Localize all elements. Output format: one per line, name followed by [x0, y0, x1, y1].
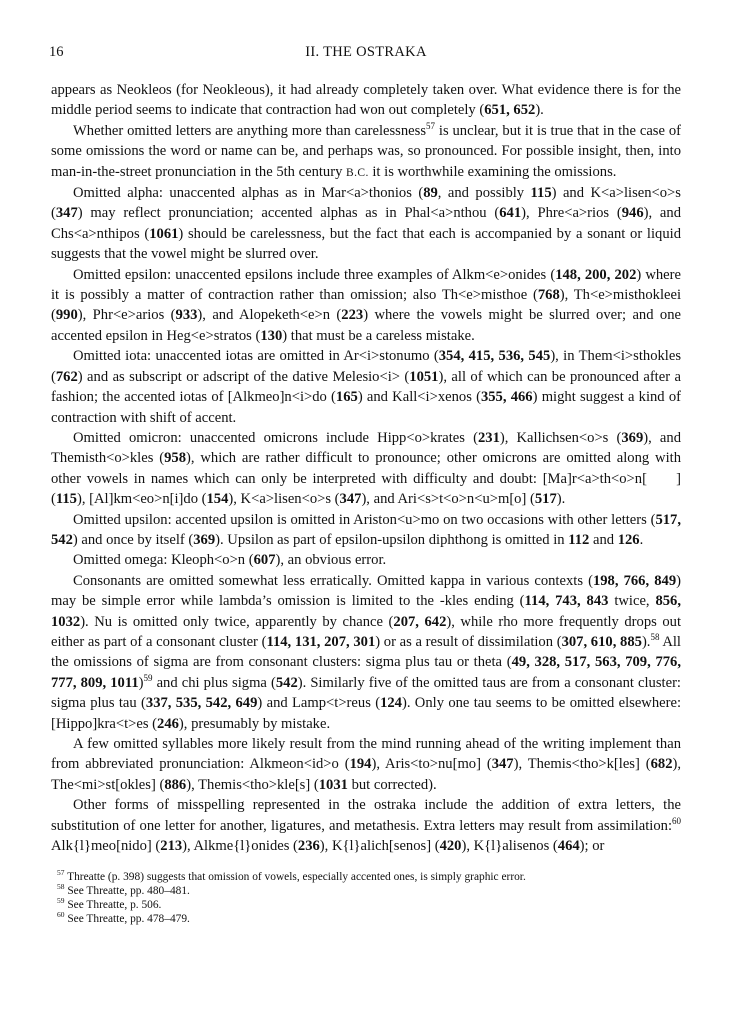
catalogue-number: 990 — [55, 307, 78, 324]
text-run: ). — [641, 633, 651, 650]
text-run: ) and K<a>lisen<o>s ( — [51, 185, 681, 222]
catalogue-number: 1061 — [149, 225, 179, 242]
text-run: Omitted alpha: unaccented alphas as in Mar<a>thonios ( — [73, 185, 424, 202]
text-run: Whether omitted letters are anything more than carelessness — [73, 122, 426, 139]
text-run: ) — [138, 674, 144, 691]
text-run: ) and once by itself ( — [72, 531, 194, 548]
small-caps-text: B.C. — [346, 166, 369, 179]
catalogue-number: 641 — [499, 205, 522, 222]
catalogue-number: 337, 535, 542, 649 — [145, 695, 258, 712]
catalogue-number: 856, 1032 — [51, 593, 681, 630]
catalogue-number: 762 — [55, 368, 78, 385]
catalogue-number: 607 — [253, 552, 276, 569]
text-run: ) may be simple error while lambda’s omission is limited to the -kles ending ( — [51, 572, 681, 610]
text-run: ) or as a result of dissimilation ( — [375, 633, 562, 650]
text-run: All the omissions of sigma are from consonant clusters: sigma plus tau or theta ( — [51, 633, 681, 671]
text-run: ), Aris<to>nu[mo] ( — [371, 756, 492, 773]
text-run: Consonants are omitted somewhat less erratically. Omitted kappa in various contexts ( — [73, 572, 593, 589]
catalogue-number: 114, 743, 843 — [524, 593, 609, 610]
text-run: ) where it is possibly a matter of contraction rather than omission; also Th<e>misthoe ( — [51, 266, 681, 304]
text-run: ), which are rather difficult to pronounce; other omicrons are omitted along with other vowels in names which can only be interpreted with difficulty and doubt: [Ma]r<a>th<o>n[ ] ( — [51, 450, 681, 508]
catalogue-number: 946 — [621, 205, 644, 222]
text-run: ), Phr<e>arios ( — [77, 307, 176, 324]
footnote-ref: 60 — [672, 815, 681, 826]
catalogue-number: 126 — [617, 531, 640, 548]
footnote-ref: 59 — [143, 672, 153, 683]
catalogue-number: 420 — [439, 838, 462, 855]
catalogue-number: 194 — [349, 756, 372, 773]
catalogue-number: 112 — [568, 531, 590, 548]
text-run: ), K<a>lisen<o>s ( — [228, 491, 340, 508]
footnote-text: See Threatte, pp. 478–479. — [64, 913, 190, 926]
catalogue-number: 768 — [537, 287, 560, 304]
catalogue-number: 517, 542 — [51, 511, 681, 548]
text-run: Alk{l}meo[nido] ( — [51, 838, 161, 855]
text-run: ). Nu is omitted only twice, apparently by chance ( — [80, 613, 394, 630]
text-run: it is worthwhile examining the omissions. — [368, 163, 617, 180]
paragraph — [51, 550, 681, 570]
catalogue-number: 198, 766, 849 — [592, 572, 677, 589]
catalogue-number: 347 — [491, 756, 514, 773]
catalogue-number: 115 — [55, 491, 77, 508]
paragraph — [51, 265, 681, 347]
text-run: ), all of which can be pronounced after a fashion; the accented iotas of [Alkmeo]n<i>do ( — [51, 368, 681, 406]
catalogue-number: 1051 — [409, 368, 439, 385]
footnotes — [51, 870, 681, 926]
text-run: ), Themis<tho>kle[s] ( — [186, 776, 319, 793]
footnote-text: Threatte (p. 398) suggests that omission of vowels, especially accented ones, is simply graphic error. — [64, 871, 526, 884]
catalogue-number: 236 — [297, 838, 320, 855]
text-run: ), and Themisth<o>kles ( — [51, 429, 681, 467]
catalogue-number: 148, 200, 202 — [555, 266, 637, 283]
footnote-ref: 57 — [426, 120, 435, 131]
text-run: ), K{l}alich[senos] ( — [319, 838, 440, 855]
catalogue-number: 207, 642 — [393, 613, 447, 630]
text-run: appears as Neokleos (for Neokleous), it had already completely taken over. What evidence there is for the middle period seems to indicate that contraction had won out completely ( — [51, 82, 681, 119]
catalogue-number: 1031 — [318, 776, 348, 793]
catalogue-number: 307, 610, 885 — [561, 633, 642, 650]
catalogue-number: 369 — [193, 531, 216, 548]
text-run: Omitted upsilon: accented upsilon is omitted in Ariston<u>mo on two occasions with other letters ( — [73, 511, 656, 528]
text-run: Omitted iota: unaccented iotas are omitted in Ar<i>stonumo ( — [73, 348, 439, 365]
text-run: ) and Kall<i>xenos ( — [357, 389, 481, 406]
catalogue-number: 369 — [621, 429, 644, 446]
text-run: Omitted omega: Kleoph<o>n ( — [73, 552, 254, 569]
catalogue-number: 89 — [423, 185, 438, 202]
text-run: is unclear, but it is true that in the case of some omissions the word or name can be, and perhaps was, so pronounced. For possible insight, then, into man-in-the-street pronunciation in the 5th century — [51, 122, 681, 180]
text-run: ), presumably by mistake. — [178, 715, 331, 732]
paragraph — [51, 795, 681, 856]
paragraph — [51, 571, 681, 734]
text-run: ). Upsilon as part of epsilon-upsilon diphthong is omitted in — [215, 531, 569, 548]
footnote-number: 60 — [57, 910, 65, 920]
text-run: ) and Lamp<t>reus ( — [257, 695, 381, 712]
text-run: Other forms of misspelling represented in the ostraka include the addition of extra letters, the substitution of one letter for another, ligatures, and metathesis. Extra letters may result from assimilation: — [51, 797, 681, 834]
catalogue-number: 958 — [164, 450, 186, 467]
catalogue-number: 49, 328, 517, 563, 709, 776, 777, 809, 1011 — [51, 654, 681, 691]
catalogue-number: 115 — [530, 185, 552, 202]
text-run: Omitted epsilon: unaccented epsilons include three examples of Alkm<e>onides ( — [73, 266, 556, 283]
catalogue-number: 114, 131, 207, 301 — [266, 633, 376, 650]
text-run: ). Only one tau seems to be omitted elsewhere: [Hippo]kra<t>es ( — [51, 695, 682, 732]
text-run: ), an obvious error. — [275, 552, 387, 569]
paragraph — [51, 183, 681, 265]
text-run: ), Phre<a>rios ( — [521, 205, 622, 222]
footnote-text: See Threatte, p. 506. — [64, 899, 162, 912]
catalogue-number: 886 — [164, 776, 187, 793]
text-run: and — [589, 531, 618, 548]
text-run: ) might suggest a kind of contraction with shift of accent. — [51, 389, 681, 426]
text-run: ) should be carelessness, but the fact that each is accompanied by a sonant or liquid suggests that the vowel might be slurred over. — [51, 225, 681, 263]
paragraph — [51, 346, 681, 428]
paragraph — [51, 121, 681, 183]
text-run: but corrected). — [347, 776, 437, 793]
text-run: . — [639, 531, 644, 548]
text-run: ) where the vowels might be slurred over; and one accented epsilon in Heg<e>stratos ( — [51, 307, 681, 344]
text-run: ) may reflect pronunciation; accented alphas as in Phal<a>nthou ( — [77, 205, 500, 222]
footnote — [51, 898, 681, 912]
footnote-text: See Threatte, pp. 480–481. — [64, 885, 190, 898]
text-run: ), Th<e>misthokleei ( — [51, 287, 682, 324]
catalogue-number: 223 — [341, 307, 364, 324]
text-run: ) that must be a careless mistake. — [282, 327, 475, 344]
catalogue-number: 130 — [260, 327, 283, 344]
catalogue-number: 246 — [157, 715, 179, 732]
text-run: , and possibly — [437, 185, 531, 202]
catalogue-number: 933 — [175, 307, 198, 324]
catalogue-number: 347 — [339, 491, 362, 508]
text-run: ), The<mi>st[okles] ( — [51, 756, 681, 793]
catalogue-number: 464 — [557, 838, 580, 855]
catalogue-number: 213 — [160, 838, 183, 855]
footnote-number: 58 — [57, 882, 65, 892]
text-run: ), [Al]km<eo>n[i]do ( — [76, 491, 207, 508]
catalogue-number: 355, 466 — [480, 389, 533, 406]
text-run: ), and Chs<a>nthipos ( — [51, 205, 682, 242]
text-run: ), and Alopeketh<e>n ( — [197, 307, 342, 324]
text-run: Omitted omicron: unaccented omicrons include Hipp<o>krates ( — [73, 429, 478, 446]
paragraph — [51, 510, 681, 551]
text-run: ), Alkme{l}onides ( — [182, 838, 298, 855]
document-page — [51, 44, 681, 926]
text-run: ), Kallichsen<o>s ( — [499, 429, 622, 446]
footnote-ref: 58 — [650, 632, 660, 643]
text-run: ), while rho more frequently drops out either as part of a consonant cluster ( — [51, 613, 681, 650]
body-text — [51, 80, 681, 856]
footnote — [51, 884, 681, 898]
page-header — [51, 44, 681, 66]
text-run: A few omitted syllables more likely result from the mind running ahead of the writing implement than from abbreviated pronunciation: Alkmeon<id>o ( — [51, 736, 681, 773]
running-head: II. THE OSTRAKA — [305, 44, 427, 60]
footnote — [51, 912, 681, 926]
text-run: ). — [556, 491, 566, 508]
paragraph — [51, 80, 681, 121]
text-run: ). — [535, 102, 544, 119]
text-run: ) and as subscript or adscript of the dative Melesio<i> ( — [77, 368, 410, 385]
footnote-number: 59 — [57, 896, 65, 906]
text-run: ), in Them<i>sthokles ( — [51, 348, 681, 385]
page-number: 16 — [49, 44, 64, 60]
text-run: ), and Ari<s>t<o>n<u>m[o] ( — [361, 491, 535, 508]
catalogue-number: 165 — [335, 389, 358, 406]
catalogue-number: 682 — [650, 756, 673, 773]
text-run: and chi plus sigma ( — [152, 674, 276, 691]
catalogue-number: 154 — [206, 491, 229, 508]
catalogue-number: 542 — [275, 674, 298, 691]
catalogue-number: 231 — [477, 429, 500, 446]
catalogue-number: 124 — [380, 695, 402, 712]
catalogue-number: 517 — [534, 491, 557, 508]
paragraph — [51, 428, 681, 510]
catalogue-number: 651, 652 — [484, 102, 536, 119]
paragraph — [51, 734, 681, 795]
text-run: ); or — [579, 838, 605, 855]
text-run: twice, — [608, 593, 656, 610]
footnote — [51, 870, 681, 884]
text-run: ), K{l}alisenos ( — [461, 838, 558, 855]
text-run: ). Similarly five of the omitted taus are from a consonant cluster: sigma plus tau ( — [51, 674, 681, 712]
footnote-number: 57 — [57, 868, 65, 878]
catalogue-number: 347 — [55, 205, 78, 222]
text-run: ), Themis<tho>k[les] ( — [513, 756, 651, 773]
catalogue-number: 354, 415, 536, 545 — [438, 348, 551, 365]
